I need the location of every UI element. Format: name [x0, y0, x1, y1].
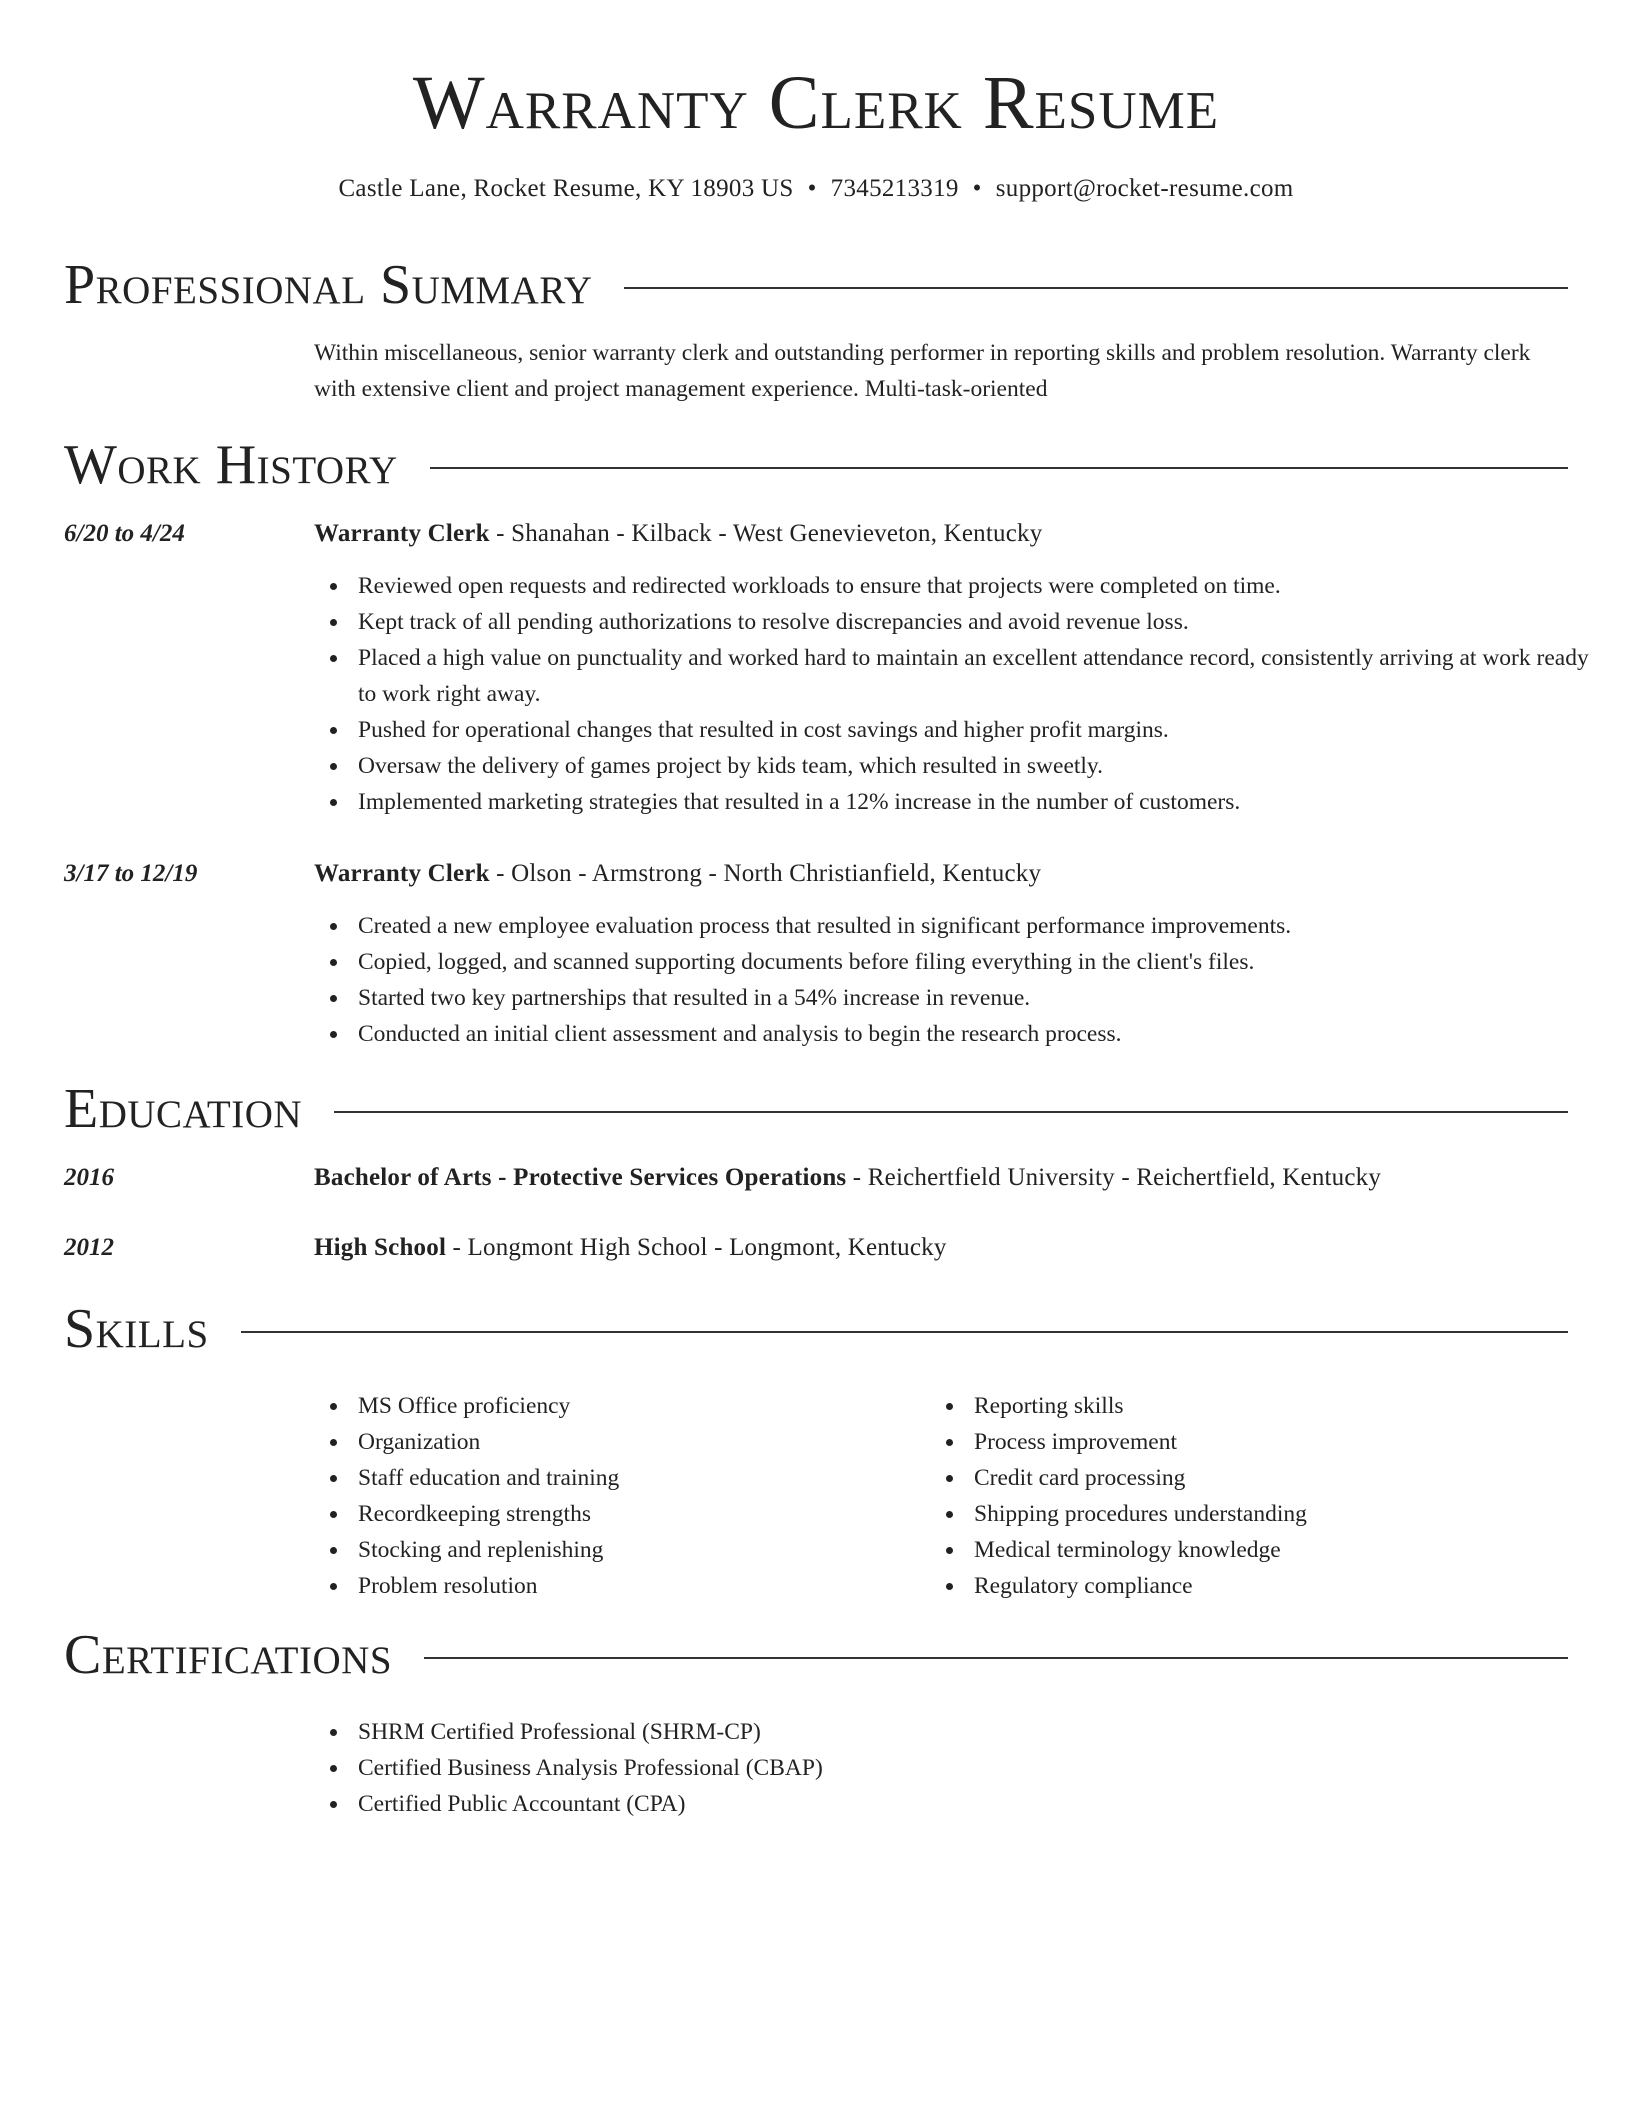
- list-item: Placed a high value on punctuality and worked hard to maintain an excellent attendance record, consistently arriving at work ready to work right away.: [358, 640, 1612, 712]
- skill-item: Problem resolution: [358, 1568, 918, 1604]
- education-details: - Longmont High School - Longmont, Kentucky: [446, 1234, 947, 1261]
- education-degree: High School: [314, 1234, 447, 1261]
- job-bullets: [314, 568, 1612, 820]
- certifications-heading: Certifications: [64, 1624, 393, 1686]
- skills-section-header: [64, 1296, 1568, 1362]
- work-section-header: [64, 432, 1568, 498]
- job-title: Warranty Clerk: [314, 860, 490, 887]
- summary-text: Within miscellaneous, senior warranty clerk and outstanding performer in reporting skills and problem resolution. Warranty clerk with extensive client and project management experience. Multi-task-oriented: [314, 340, 1531, 402]
- skill-item: Reporting skills: [974, 1388, 1534, 1424]
- certification-item: SHRM Certified Professional (SHRM-CP): [358, 1714, 1612, 1750]
- certifications-section-header: [64, 1622, 1568, 1688]
- skill-item: Credit card processing: [974, 1460, 1534, 1496]
- education-entry: [314, 1230, 1568, 1266]
- list-item: Conducted an initial client assessment and analysis to begin the research process.: [358, 1016, 1612, 1052]
- skill-item: MS Office proficiency: [358, 1388, 918, 1424]
- list-item: Reviewed open requests and redirected workloads to ensure that projects were completed on time.: [358, 568, 1612, 604]
- list-item: Started two key partnerships that resulted in a 54% increase in revenue.: [358, 980, 1612, 1016]
- summary-section-header: [64, 252, 1568, 318]
- contact-phone: 7345213319: [830, 175, 959, 202]
- education-degree: Bachelor of Arts - Protective Services Operations: [314, 1164, 847, 1191]
- section-divider: [430, 467, 1568, 469]
- skill-item: Shipping procedures understanding: [974, 1496, 1534, 1532]
- contact-separator: •: [807, 175, 817, 202]
- job-dates: 6/20 to 4/24: [64, 520, 185, 547]
- certification-item: Certified Public Accountant (CPA): [358, 1786, 1612, 1822]
- skill-item: Regulatory compliance: [974, 1568, 1534, 1604]
- education-year: 2012: [64, 1234, 114, 1261]
- education-year: 2016: [64, 1164, 114, 1191]
- contact-separator: •: [972, 175, 982, 202]
- work-heading: Work History: [64, 434, 398, 496]
- education-heading: Education: [64, 1078, 303, 1140]
- list-item: Oversaw the delivery of games project by kids team, which resulted in sweetly.: [358, 748, 1612, 784]
- job-title: Warranty Clerk: [314, 520, 490, 547]
- skill-item: Staff education and training: [358, 1460, 918, 1496]
- job-details: - Shanahan - Kilback - West Genevieveton, Kentucky: [489, 520, 1043, 547]
- skill-item: Organization: [358, 1424, 918, 1460]
- contact-address: Castle Lane, Rocket Resume, KY 18903 US: [338, 175, 794, 202]
- education-details: - Reichertfield University - Reichertfield, Kentucky: [846, 1164, 1382, 1191]
- list-item: Kept track of all pending authorizations to resolve discrepancies and avoid revenue loss.: [358, 604, 1612, 640]
- contact-line: [0, 172, 1632, 206]
- resume-title: Warranty Clerk Resume: [412, 61, 1220, 145]
- education-section-header: [64, 1076, 1568, 1142]
- section-divider: [624, 287, 1568, 289]
- skill-item: Process improvement: [974, 1424, 1534, 1460]
- certifications-list: [314, 1714, 1612, 1822]
- job-dates: 3/17 to 12/19: [64, 860, 198, 887]
- certification-item: Certified Business Analysis Professional (CBAP): [358, 1750, 1612, 1786]
- section-divider: [334, 1111, 1568, 1113]
- list-item: Pushed for operational changes that resulted in cost savings and higher profit margins.: [358, 712, 1612, 748]
- job-bullets: [314, 908, 1612, 1052]
- skills-list-right: [930, 1388, 1534, 1604]
- skills-list-left: [314, 1388, 918, 1604]
- section-divider: [424, 1657, 1568, 1659]
- list-item: Copied, logged, and scanned supporting documents before filing everything in the client's files.: [358, 944, 1612, 980]
- skill-item: Medical terminology knowledge: [974, 1532, 1534, 1568]
- education-entry: [314, 1160, 1568, 1196]
- job-details: - Olson - Armstrong - North Christianfield, Kentucky: [489, 860, 1042, 887]
- skill-item: Recordkeeping strengths: [358, 1496, 918, 1532]
- skill-item: Stocking and replenishing: [358, 1532, 918, 1568]
- contact-email: support@rocket-resume.com: [995, 175, 1294, 202]
- summary-heading: Professional Summary: [64, 254, 593, 316]
- job-header: [314, 856, 1568, 892]
- skills-heading: Skills: [64, 1298, 209, 1360]
- section-divider: [241, 1331, 1568, 1333]
- list-item: Created a new employee evaluation process that resulted in significant performance improvements.: [358, 908, 1612, 944]
- job-header: [314, 516, 1568, 552]
- list-item: Implemented marketing strategies that resulted in a 12% increase in the number of customers.: [358, 784, 1612, 820]
